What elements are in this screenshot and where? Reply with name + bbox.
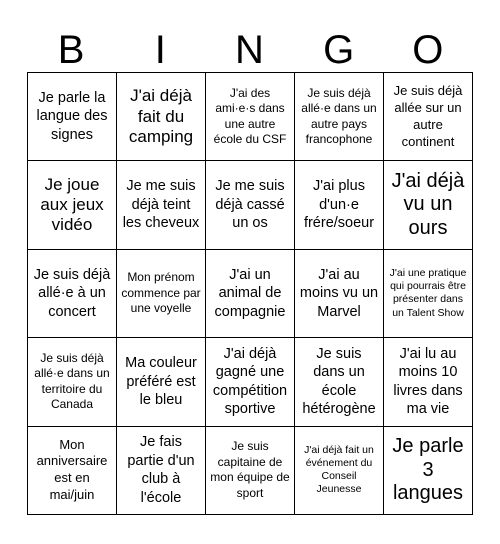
- bingo-cell[interactable]: Je suis déjà allé·e dans un autre pays francophone: [295, 73, 384, 161]
- bingo-cell[interactable]: J'ai un animal de compagnie: [206, 250, 295, 338]
- header-letter-o: O: [412, 28, 445, 72]
- bingo-cell[interactable]: Je suis déjà allé·e dans un territoire du Canada: [28, 338, 117, 426]
- bingo-cell[interactable]: Je joue aux jeux vidéo: [28, 161, 117, 249]
- bingo-cell[interactable]: Mon prénom commence par une voyelle: [117, 250, 206, 338]
- bingo-header: [27, 28, 473, 72]
- header-letter-g: G: [323, 28, 356, 72]
- bingo-cell[interactable]: Je suis déjà allé·e à un concert: [28, 250, 117, 338]
- bingo-cell[interactable]: Je suis déjà allée sur un autre continent: [384, 73, 473, 161]
- header-letter-i: I: [154, 28, 167, 72]
- header-letter-n: N: [235, 28, 265, 72]
- bingo-cell[interactable]: J'ai une pratique qui pourrais être présenter dans un Talent Show: [384, 250, 473, 338]
- bingo-cell[interactable]: J'ai déjà fait du camping: [117, 73, 206, 161]
- bingo-cell[interactable]: J'ai des ami·e·s dans une autre école du CSF: [206, 73, 295, 161]
- bingo-cell[interactable]: Je parle la langue des signes: [28, 73, 117, 161]
- bingo-cell[interactable]: J'ai au moins vu un Marvel: [295, 250, 384, 338]
- bingo-cell[interactable]: Je suis capitaine de mon équipe de sport: [206, 427, 295, 515]
- bingo-cell[interactable]: Je me suis déjà cassé un os: [206, 161, 295, 249]
- bingo-grid: [27, 72, 473, 515]
- bingo-cell[interactable]: Je me suis déjà teint les cheveux: [117, 161, 206, 249]
- bingo-cell[interactable]: J'ai déjà gagné une compétition sportive: [206, 338, 295, 426]
- bingo-cell[interactable]: Mon anniversaire est en mai/juin: [28, 427, 117, 515]
- bingo-cell[interactable]: Je parle 3 langues: [384, 427, 473, 515]
- bingo-cell[interactable]: J'ai déjà vu un ours: [384, 161, 473, 249]
- bingo-cell[interactable]: J'ai plus d'un·e frére/soeur: [295, 161, 384, 249]
- bingo-cell[interactable]: Je suis dans un école hétérogène: [295, 338, 384, 426]
- bingo-cell[interactable]: J'ai lu au moins 10 livres dans ma vie: [384, 338, 473, 426]
- bingo-cell[interactable]: J'ai déjà fait un événement du Conseil Jeunesse: [295, 427, 384, 515]
- bingo-cell[interactable]: Je fais partie d'un club à l'école: [117, 427, 206, 515]
- header-letter-b: B: [57, 28, 86, 72]
- bingo-cell[interactable]: Ma couleur préféré est le bleu: [117, 338, 206, 426]
